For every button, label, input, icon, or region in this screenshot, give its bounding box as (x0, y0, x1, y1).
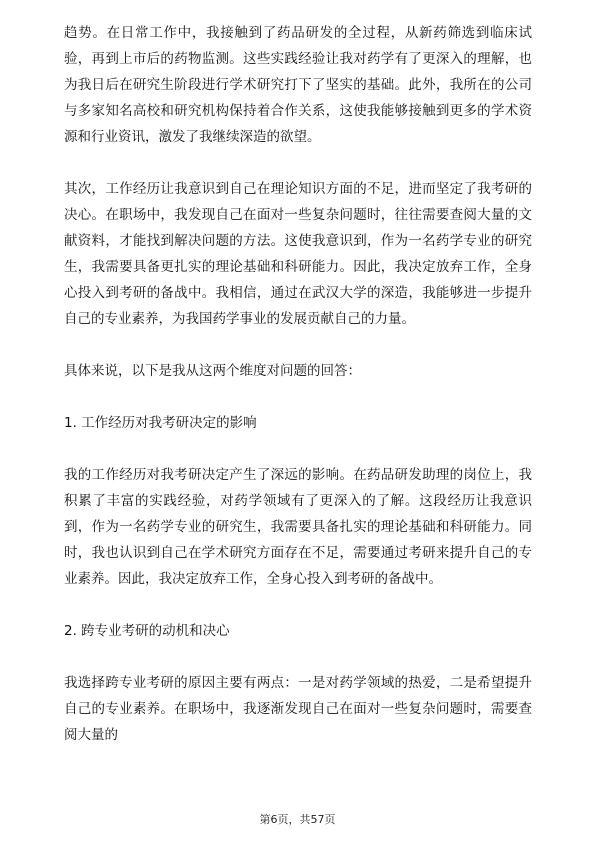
section-heading-2: 2. 跨专业考研的动机和决心 (64, 623, 230, 639)
paragraph-summary-intro: 具体来说，以下是我从这两个维度对问题的回答： (64, 363, 361, 379)
paragraph-work-impact: 我的工作经历对我考研决定产生了深远的影响。在药品研发助理的岗位上，我积累了丰富的实践经验，对药学领域有了更深入的了解。这段经历让我意识到，作为一名药学专业的研究生，我需要具备扎实的理论基础和科研能力。同时，我也认识到自己在学术研究方面存在不足，需要通过考研来提升自己的专业素养。因此，我决定放弃工作，全身心投入到考研的备战中。 (64, 467, 532, 587)
paragraph-work-trend: 趋势。在日常工作中，我接触到了药品研发的全过程，从新药筛选到临床试验，再到上市后的药物监测。这些实践经验让我对药学有了更深入的理解，也为我日后在研究生阶段进行学术研究打下了坚实的基础。此外，我所在的公司与多家知名高校和研究机构保持着合作关系，这使我能够接触到更多的学术资源和行业资讯，激发了我继续深造的欲望。 (64, 25, 532, 145)
section-heading-1: 1. 工作经历对我考研决定的影响 (64, 415, 257, 431)
page-number-footer: 第6页，共57页 (259, 813, 336, 826)
paragraph-second-reason: 其次，工作经历让我意识到自己在理论知识方面的不足，进而坚定了我考研的决心。在职场中，我发现自己在面对一些复杂问题时，往往需要查阅大量的文献资料，才能找到解决问题的方法。这使我意识到，作为一名药学专业的研究生，我需要具备更扎实的理论基础和科研能力。因此，我决定放弃工作，全身心投入到考研的备战中。我相信，通过在武汉大学的深造，我能够进一步提升自己的专业素养，为我国药学事业的发展贡献自己的力量。 (64, 181, 532, 327)
paragraph-motivation: 我选择跨专业考研的原因主要有两点：一是对药学领域的热爱，二是希望提升自己的专业素养。在职场中，我逐渐发现自己在面对一些复杂问题时，需要查阅大量的 (64, 675, 532, 743)
document-body (64, 20, 532, 748)
